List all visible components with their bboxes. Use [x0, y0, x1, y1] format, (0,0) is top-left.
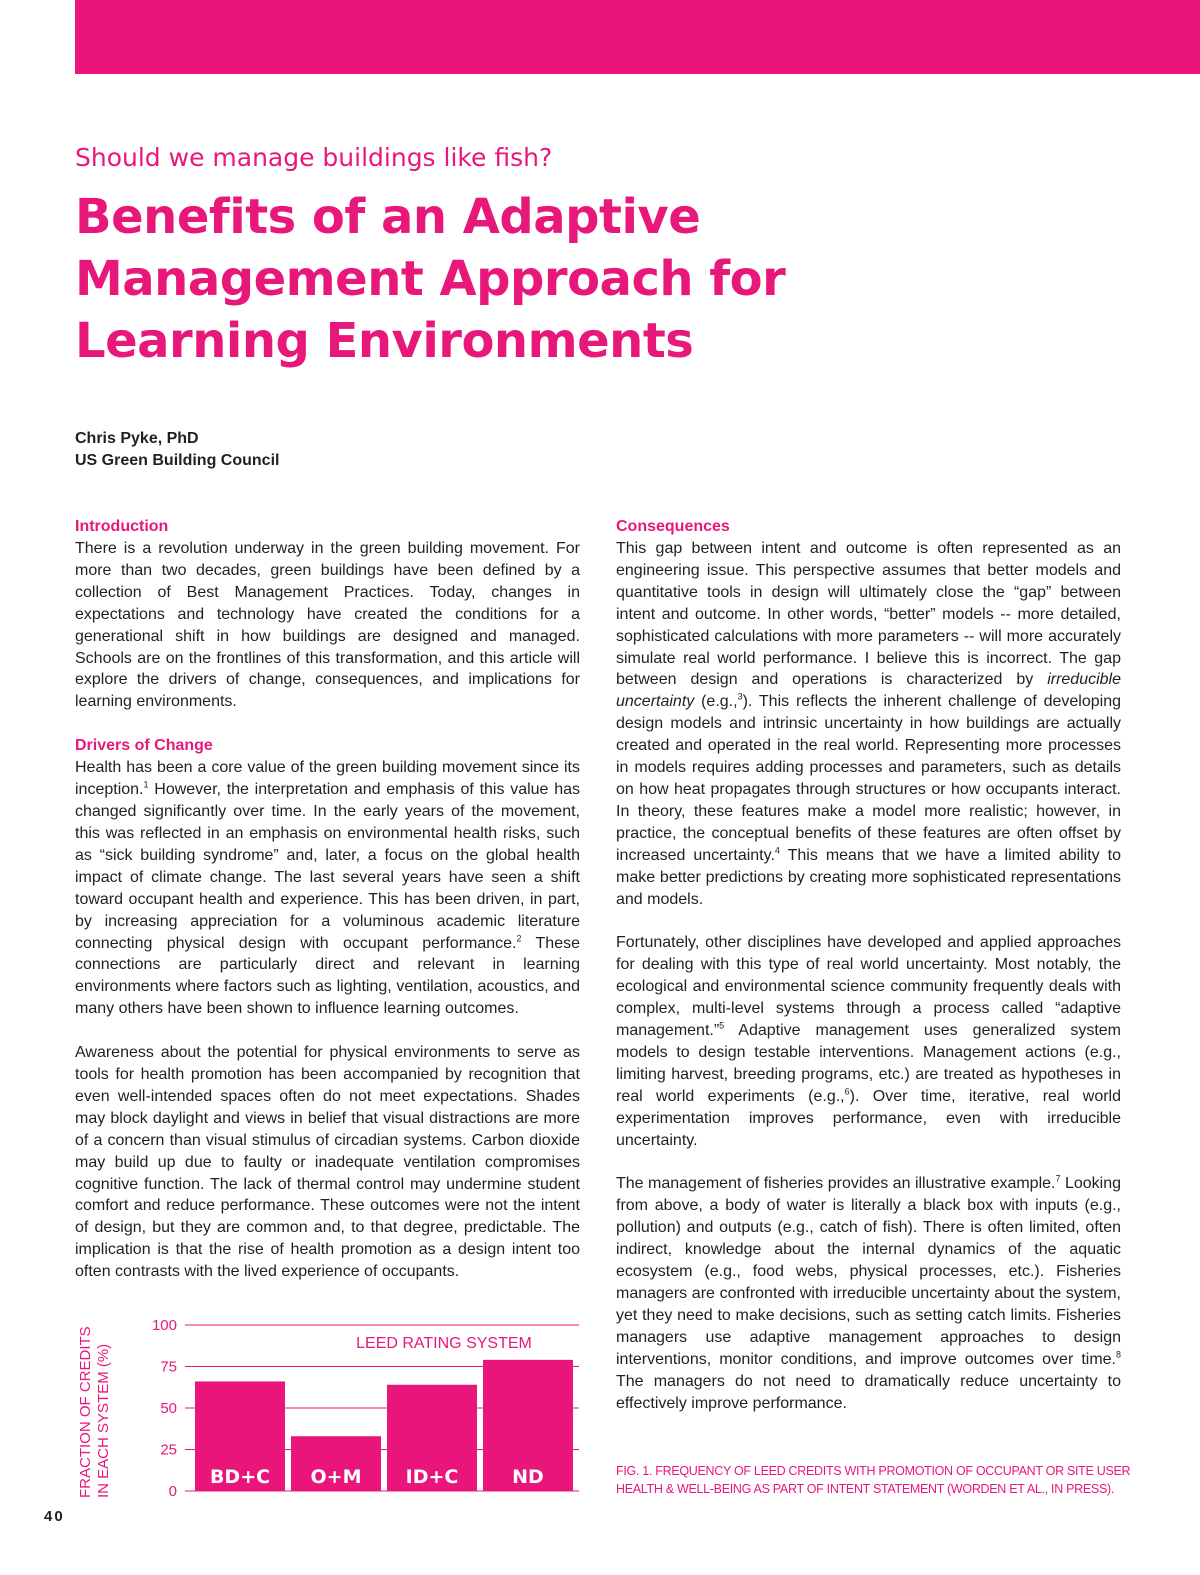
- cons-p3-text-c: The managers do not need to dramatically reduce uncertainty to effectively improve performance.: [616, 1372, 1121, 1412]
- figure-caption: FIG. 1. FREQUENCY OF LEED CREDITS WITH PROMOTION OF OCCUPANT OR SITE USER HEALTH & WELL-BEING AS PART OF INTENT STATEMENT (WORDEN ET AL., IN PRESS).: [616, 1464, 1131, 1496]
- right-text-column: [616, 516, 1121, 1436]
- intro-paragraph: There is a revolution underway in the green building movement. For more than two decades, green buildings have been defined by a collection of Best Management Practices. Today, changes in expectations and technology have created the conditions for a generational shift in how buildings are designed and managed. Schools are on the frontlines of this transformation, and this article will explore the drivers of change, consequences, and implications for learning environments.: [75, 540, 580, 711]
- author-name: Chris Pyke, PhD: [75, 430, 199, 447]
- y-axis-title: [77, 1326, 112, 1498]
- section-heading-introduction: Introduction: [75, 518, 169, 535]
- title-line-1: Benefits of an Adaptive: [75, 189, 701, 245]
- y-tick-label-100: 100: [151, 1317, 177, 1334]
- cons-p1-text-b: (e.g.,: [694, 693, 738, 711]
- cons-p1-emphasis: irreducible uncertainty: [616, 671, 1121, 711]
- chart-title: LEED RATING SYSTEM: [356, 1335, 532, 1352]
- consequences-paragraph-1: [616, 538, 1121, 910]
- cons-p3-text-a: The management of fisheries provides an illustrative example.: [616, 1175, 1056, 1193]
- y-axis-title-line-1: FRACTION OF CREDITS: [77, 1326, 94, 1498]
- cons-p2-text-b: Adaptive management uses generalized system models to design testable interventions. Management actions (e.g., limiting harvest, breeding programs, etc.) are treated as hypotheses in real world experiments (e.g.,: [616, 1022, 1121, 1105]
- cons-p2-text-c: ). Over time, iterative, real world experimentation improves performance, even with irreducible uncertainty.: [616, 1087, 1122, 1149]
- left-text-column: [75, 516, 580, 1305]
- drivers-paragraph-2: Awareness about the potential for physical environments to serve as tools for health promotion has been accompanied by recognition that even well-intended spaces often do not meet expectations. Shades may block daylight and views in belief that visual distractions are more of a concern than visual stimulus of circadian systems. Carbon dioxide may build up due to faulty or inadequate ventilation compromises cognitive function. The lack of thermal control may undermine student comfort and reduce performance. These outcomes were not the intent of design, but they are common and, to that degree, predictable. The implication is that the rise of health promotion as a design intent too often contrasts with the lived experience of occupants.: [75, 1044, 580, 1281]
- y-tick-label-0: 0: [168, 1483, 177, 1500]
- y-axis-title-line-2: IN EACH SYSTEM (%): [95, 1343, 112, 1498]
- footnote-ref-4: 4: [774, 845, 780, 856]
- category-label-id-c: ID+C: [405, 1466, 459, 1488]
- cons-p2-text-a: Fortunately, other disciplines have developed and applied approaches for dealing with this type of real world uncertainty. Most notably, the ecological and environmental science community frequently deals with complex, multi-level systems through a process called “adaptive management.”: [616, 934, 1121, 1040]
- footnote-ref-1: 1: [143, 779, 149, 790]
- y-axis-ticks: [152, 1317, 177, 1500]
- y-tick-label-75: 75: [160, 1358, 177, 1376]
- top-color-banner: [75, 0, 1200, 74]
- cons-p1-text-a: This gap between intent and outcome is often represented as an engineering issue. This perspective assumes that better models and quantitative tools in design will ultimately close the “gap” between intent and outcome. In other words, “better” models -- more detailed, sophisticated calculations with more parameters -- will more accurately simulate real world performance. I believe this is incorrect. The gap between design and operations is characterized by: [616, 540, 1121, 689]
- drivers-p1-text-a: Health has been a core value of the green building movement since its inception.: [75, 759, 580, 799]
- drivers-p1-text-b: However, the interpretation and emphasis of this value has changed significantly over time. In the early years of the movement, this was reflected in an emphasis on environmental health risks, such as “sick building syndrome” and, later, a focus on the global health impact of climate change. The last several years have seen a shift toward occupant health and experience. This has been driven, in part, by increasing appreciation for a voluminous academic literature connecting physical design with occupant performance.: [75, 781, 580, 952]
- section-heading-consequences: Consequences: [616, 518, 730, 535]
- section-heading-drivers: Drivers of Change: [75, 737, 213, 755]
- cons-p3-text-b: Looking from above, a body of water is literally a black box with inputs (e.g., pollution) and outputs (e.g., catch of fish). There is often limited, often indirect, knowledge about the internal dynamics of the aquatic ecosystem (e.g., food webs, physical processes, etc.). Fisheries managers are confronted with irreducible uncertainty about the system, yet they need to make decisions, such as setting catch limits. Fisheries managers use adaptive management approaches to design interventions, monitor conditions, and improve outcomes over time.: [616, 1175, 1121, 1368]
- cons-p1-text-d: This means that we have a limited ability to make better predictions by creating more sophisticated representations and models.: [616, 846, 1122, 908]
- category-label-nd: ND: [512, 1466, 544, 1488]
- title-line-2: Management Approach for: [75, 251, 786, 307]
- chart-bars: [195, 1360, 573, 1491]
- page-number: 40: [44, 1508, 65, 1525]
- y-tick-label-25: 25: [160, 1441, 177, 1459]
- consequences-paragraph-3: [616, 1173, 1121, 1414]
- author-affiliation: US Green Building Council: [75, 452, 280, 469]
- y-tick-label-50: 50: [160, 1400, 177, 1417]
- footnote-ref-3: 3: [737, 692, 743, 703]
- leed-credits-bar-chart: [70, 1310, 590, 1505]
- footnote-ref-8: 8: [1115, 1349, 1121, 1360]
- byline: [75, 428, 279, 472]
- category-label-bd-c: BD+C: [209, 1466, 271, 1488]
- footnote-ref-2: 2: [516, 933, 522, 944]
- footnote-ref-6: 6: [844, 1086, 850, 1097]
- consequences-paragraph-2: [616, 932, 1121, 1151]
- article-title: [75, 186, 835, 372]
- footnote-ref-5: 5: [719, 1020, 725, 1031]
- article-kicker: Should we manage buildings like fish?: [75, 143, 553, 172]
- footnote-ref-7: 7: [1055, 1174, 1061, 1185]
- drivers-p1-text-c: These connections are particularly direct and relevant in learning environments where factors such as lighting, ventilation, acoustics, and many others have been shown to influence learning outcomes.: [75, 934, 580, 1018]
- drivers-paragraph-1: [75, 757, 580, 1020]
- title-line-3: Learning Environments: [75, 313, 694, 369]
- cons-p1-text-c: ). This reflects the inherent challenge of developing design models and intrinsic uncertainty in how buildings are actually created and operated in the real world. Representing more processes in models requires adding processes and parameters, such as details on how heat propagates through structures or how occupants interact. In theory, these features make a model more realistic; however, in practice, the conceptual benefits of these features are often offset by increased uncertainty.: [616, 693, 1122, 864]
- category-label-o-m: O+M: [310, 1466, 362, 1488]
